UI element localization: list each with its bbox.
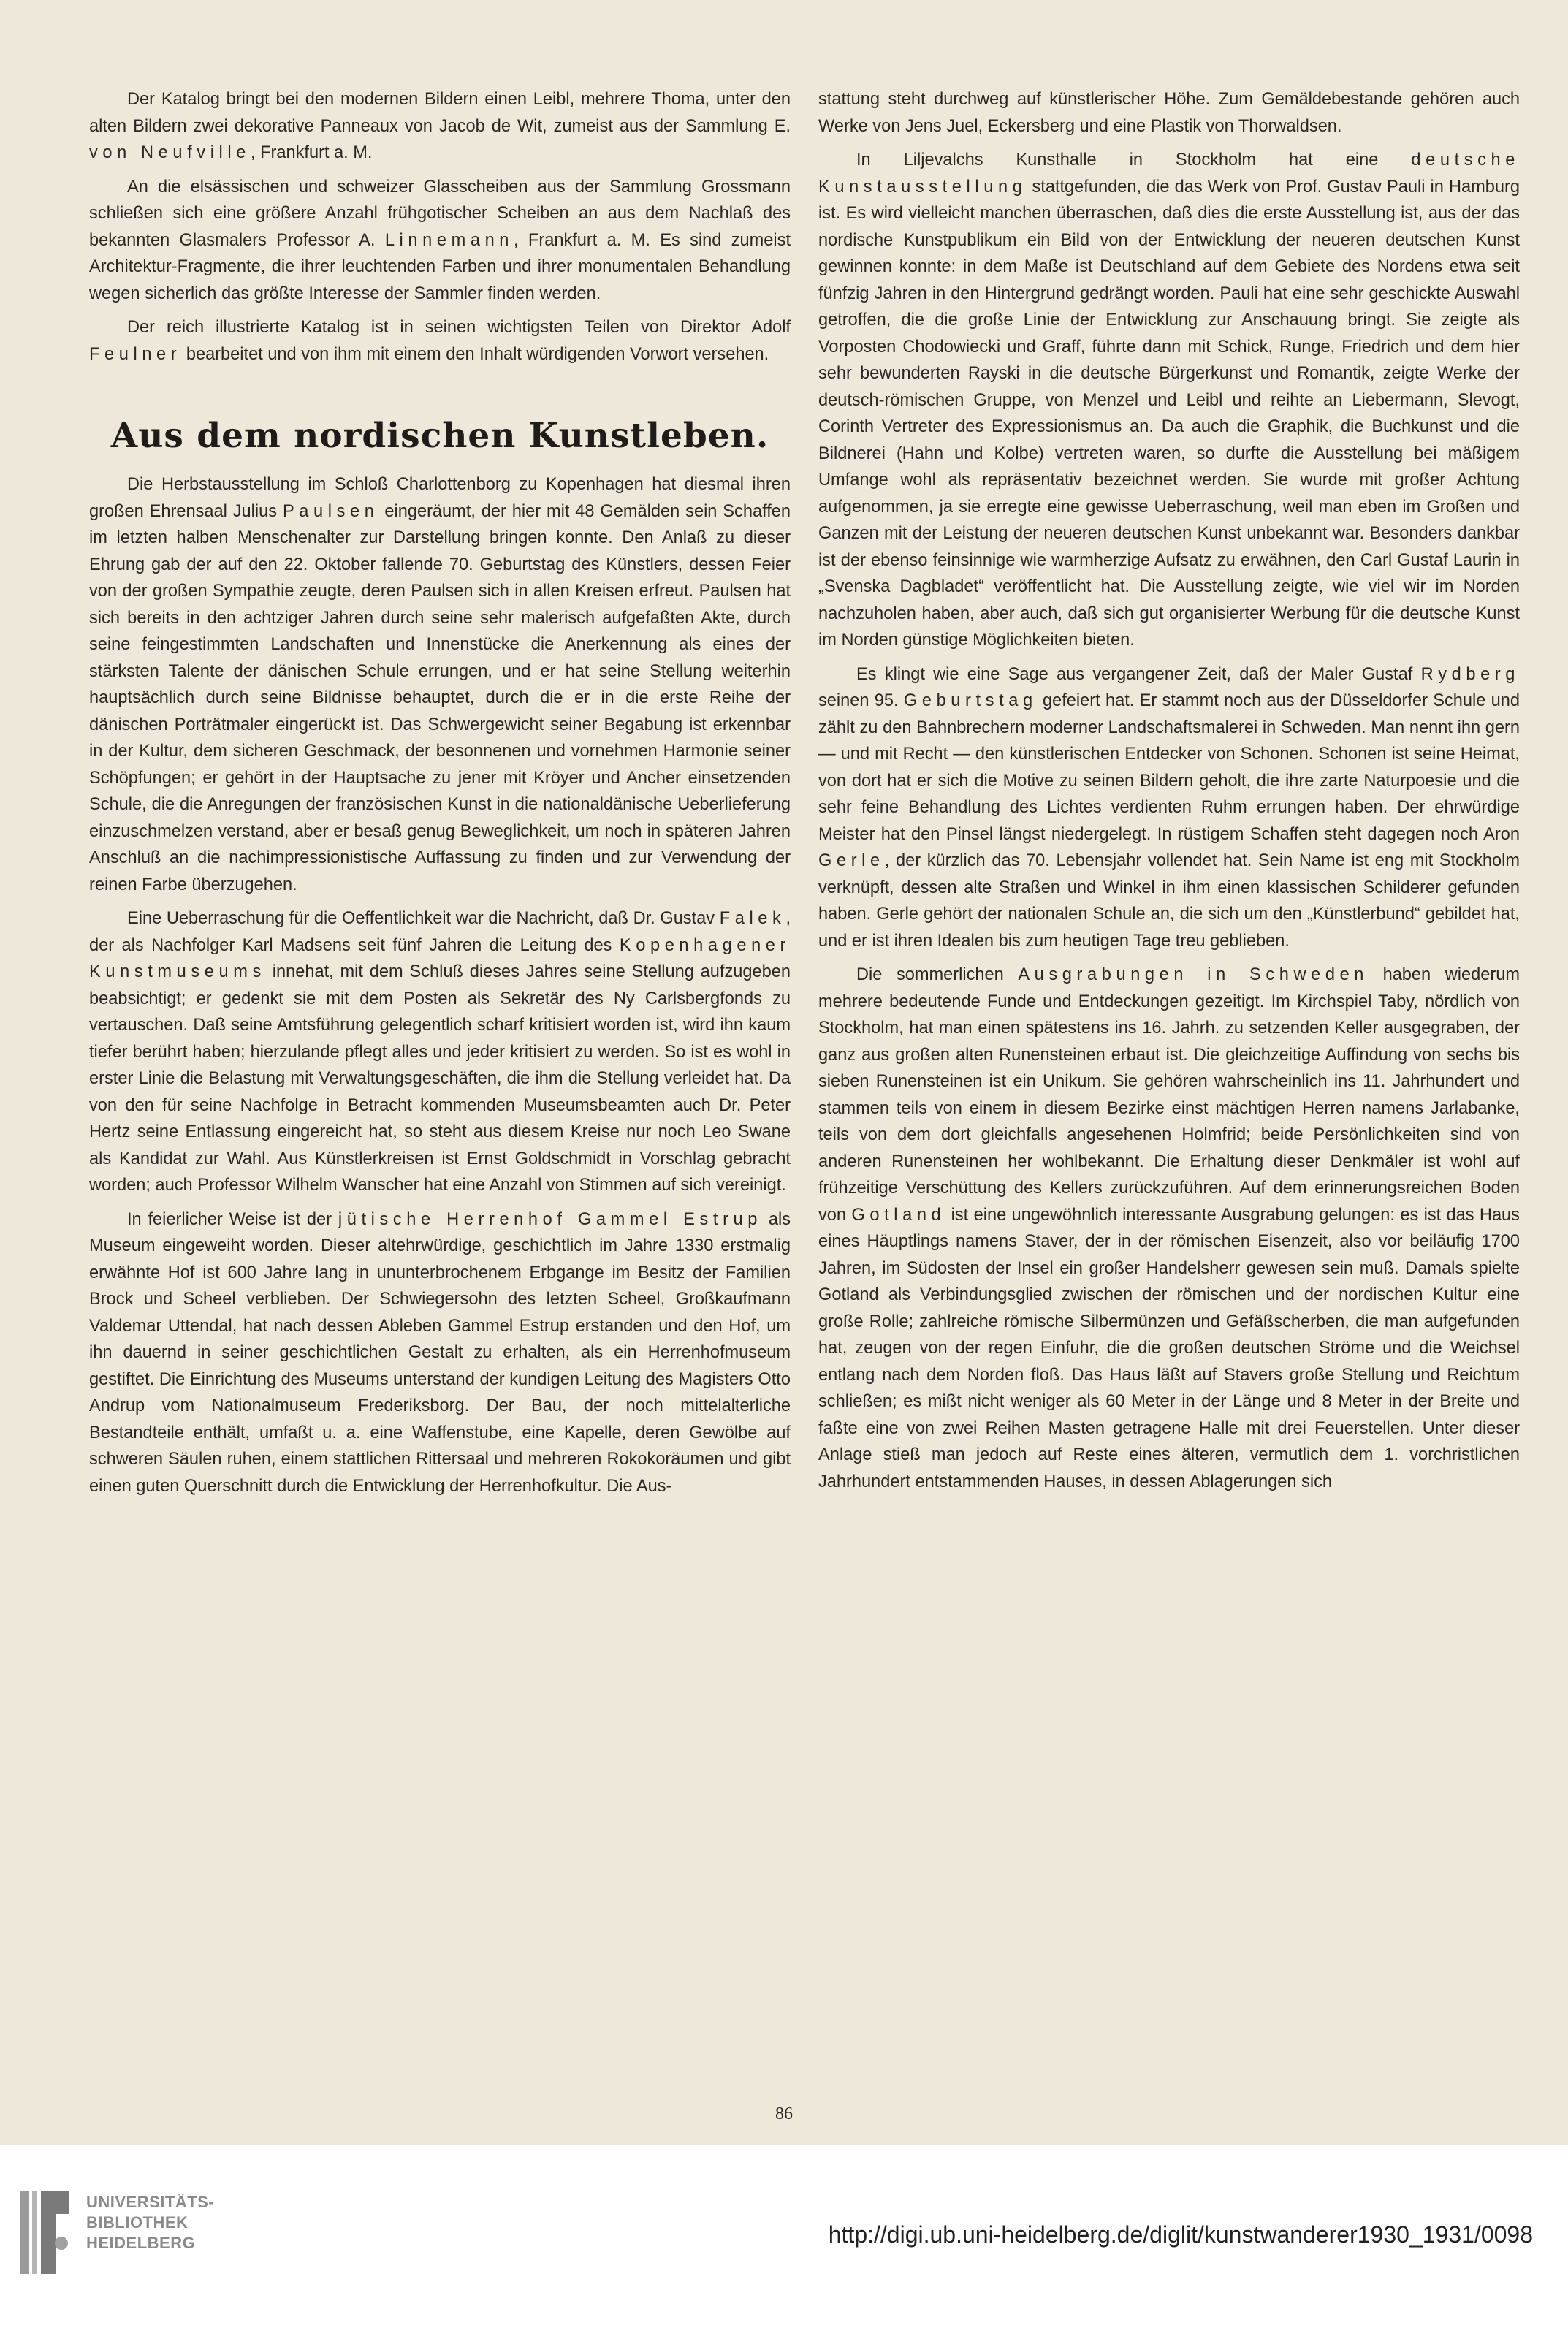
paragraph-falek: Eine Ueberraschung für die Oeffentlichkeit war die Nachricht, daß Dr. Gustav Falek, der als Nachfolger Karl Madsens seit fünf Jahren die Leitung des Kopenhagener Kunstmuseums innehat, mit dem Schluß dieses Jahres seine Stellung aufzugeben beabsichtigt; er gedenkt sie mit dem Posten als Sekretär des Ny Carlsbergfonds zu vertauschen. Daß seine Amtsführung gelegentlich scharf kritisiert worden ist, wird ihn kaum tiefer berührt haben; hierzulande pflegt alles und jeder kritisiert zu werden. So ist es wohl in erster Linie die Belastung mit Verwaltungsgeschäften, die ihm die Stellung verleidet hat. Da von den für seine Nachfolge in Betracht kommenden Museumsbeamten auch Dr. Peter Hertz seine Entlassung eingereicht hat, so steht aus diesem Kreise nur noch Leo Swane als Kandidat zur Wahl. Aus Künstlerkreisen ist Ernst Goldschmidt in Vorschlag gebracht worden; auch Professor Wilhelm Wanscher hat eine Anzahl von Stimmen auf sich vereinigt. (89, 909, 791, 1195)
section-heading: Aus dem nordischen Kunstleben. (110, 416, 769, 456)
paragraph-ausstattung: stattung steht durchweg auf künstlerischer Höhe. Zum Gemäldebestande gehören auch Werke von Jens Juel, Eckersberg und eine Plastik von Thorwaldsen. (818, 90, 1520, 136)
page-number: 86 (775, 2104, 793, 2123)
library-footer (0, 2145, 1568, 2328)
paragraph-gammel-estrup: In feierlicher Weise ist der jütische Herrenhof Gammel Estrup als Museum eingeweiht worden. Dieser altehrwürdige, geschichtlich im Jahre 1330 erstmalig erwähnte Hof ist 600 Jahre lang in ununterbrochenem Erbgange im Besitz der Familien Brock und Scheel verblieben. Der Schwiegersohn des letzten Scheel, Großkaufmann Valdemar Uttendal, hat nach dessen Ableben Gammel Estrup erstanden und den Hof, um ihn dauernd in seiner geschichtlichen Gestalt zu erhalten, als ein Herrenhofmuseum gestiftet. Die Einrichtung des Museums unterstand der kundigen Leitung des Magisters Otto Andrup vom Nationalmuseum Frederiksborg. Der Bau, der noch mittelalterliche Bestandteile enthält, umfaßt u. a. eine Waffenstube, eine Kapelle, deren Gewölbe auf schweren Säulen ruhen, einem stattlichen Rittersaal und mehreren Rokokoräumen und gibt einen guten Querschnitt durch die Entwicklung der Herrenhofkultur. Die Aus- (89, 1209, 791, 1496)
paragraph-ausgrabungen: Die sommerlichen Ausgrabungen in Schweden haben wiederum mehrere bedeutende Funde und Entdeckungen gezeitigt. Im Kirchspiel Taby, nördlich von Stockholm, hat man einen spätestens ins 16. Jahrh. zu setzenden Keller ausgegraben, der ganz aus großen alten Runensteinen erbaut ist. Die gleichzeitige Auffindung von sechs bis sieben Runensteinen ist ein Unikum. Sie gehören wahrscheinlich ins 11. Jahrhundert und stammen teils von einem in diesem Bezirke einst mächtigen Herren namens Jarlabanke, teils von dem dort gleichfalls angesehenen Holmfrid; beide Persönlichkeiten sind von anderen Runensteinen her wohlbekannt. Die Erhaltung dieser Denkmäler ist wohl auf frühzeitige Verschüttung des Kellers zurückzuführen. Auf dem erinnerungsreichen Boden von Gotland ist eine ungewöhnlich interessante Ausgrabung gelungen: es ist das Haus eines Häuptlings namens Staver, der in der römischen Eisenzeit, also vor beiläufig 1700 Jahren, im Südosten der Insel ein großer Handelsherr gewesen sein muß. Damals spielte Gotland als Verbindungsglied zwischen der römischen und der nordischen Kultur eine große Rolle; zahlreiche römische Silbermünzen und Gefäßscherben, die man aufgefunden hat, zeugen von der regen Einfuhr, die die großen deutschen Ströme und die Weichsel entlang nach dem Norden floß. Das Haus läßt auf Stavers große Stellung und Reichtum schließen; es mißt nicht weniger als 60 Meter in der Länge und 8 Meter in der Breite und faßte eine von zwei Reihen Masten getragene Halle mit drei Feuerstellen. Unter dieser Anlage stieß man jedoch auf Reste eines älteren, vermutlich dem 1. vorchristlichen Jahrhundert entstammenden Hauses, in dessen Ablagerungen sich (818, 965, 1520, 1491)
paragraph-rydberg: Es klingt wie eine Sage aus vergangener Zeit, daß der Maler Gustaf Rydberg seinen 95. Geburtstag gefeiert hat. Er stammt noch aus der Düsseldorfer Schule und zählt zu den Bahnbrechern moderner Landschaftsmalerei in Schweden. Man nennt ihn gern — und mit Recht — den künstlerischen Entdecker von Schonen. Schonen ist seine Heimat, von dort hat er sich die Motive zu seinen Bildern geholt, die ihre zarte Naturpoesie und die sehr feine Behandlung des Lichtes verdienten Ruhm errungen haben. Der ehrwürdige Meister hat den Pinsel längst niedergelegt. In rüstigem Schaffen steht dagegen noch Aron Gerle, der kürzlich das 70. Lebensjahr vollendet hat. Sein Name ist eng mit Stockholm verknüpft, dessen alte Straßen und Winkel in ihm einen klassischen Schilderer gefunden haben. Gerle gehört der nationalen Schule an, die sich um den „Künstlerbund“ gebildet hat, und er ist ihren Idealen bis zum heutigen Tage treu geblieben. (818, 664, 1521, 951)
paragraph-katalog-feulner: Der reich illustrierte Katalog ist in seinen wichtigsten Teilen von Direktor Adolf Feulner bearbeitet und von ihm mit einem den Inhalt würdigenden Vorwort versehen. (89, 318, 791, 364)
library-logo-text: UNIVERSITÄTS- BIBLIOTHEK HEIDELBERG (86, 2193, 215, 2252)
right-column (818, 86, 1520, 1502)
left-column (89, 86, 791, 1507)
paragraph-liljevalchs: In Liljevalchs Kunsthalle in Stockholm hat eine deutsche Kunstausstellung stattgefunden, die das Werk von Prof. Gustav Pauli in Hamburg ist. Es wird vielleicht manchen überraschen, daß dies die erste Ausstellung ist, aus der das nordische Kunstpublikum ein Bild von der Entwicklung der neueren deutschen Kunst gewinnen konnte: in dem Maße ist Deutschland auf dem Gebiete des Nordens etwa seit fünfzig Jahren in den Hintergrund gedrängt worden. Pauli hat eine sehr geschickte Auswahl getroffen, die die große Linie der Entwicklung zur Anschauung bringt. Sie zeigte als Vorposten Chodowiecki und Graff, führte dann mit Schick, Runge, Friedrich und dem hier sehr bewunderten Rayski in die deutsche Bürgerkunst und Romantik, zeigte Werke der deutsch-römischen Gruppe, von Menzel und Leibl und reihte an Liebermann, Slevogt, Corinth Vertreter des Expressionismus an. Da auch die Graphik, die Buchkunst und die Bildnerei (Hahn und Kolbe) vertreten waren, so durfte die Ausstellung bei mäßigem Umfange wohl als repräsentativ bezeichnet werden. Sie wurde mit großer Achtung aufgenommen, ja sie erregte eine gewisse Ueberraschung, weil man eben im Großen und Ganzen mit der Leistung der neueren deutschen Kunst unbekannt war. Besonders dankbar ist der ebenso feinsinnige wie warmherzige Aufsatz zu erwähnen, den Carl Gustaf Laurin in „Svenska Dagbladet“ veröffentlicht hat. Die Ausstellung zeigte, wie viel wir im Norden nachzuholen haben, aber auch, daß sich gut organisierter Werbung für die deutsche Kunst im Norden günstige Möglichkeiten bieten. (818, 151, 1520, 650)
paragraph-katalog-bilder: Der Katalog bringt bei den modernen Bildern einen Leibl, mehrere Thoma, unter den alten Bildern zwei dekorative Panneaux von Jacob de Wit, zumeist aus der Sammlung E. von Neufville, Frankfurt a. M. (89, 90, 791, 162)
paragraph-paulsen: Die Herbstausstellung im Schloß Charlottenborg zu Kopenhagen hat diesmal ihren großen Ehrensaal Julius Paulsen eingeräumt, der hier mit 48 Gemälden sein Schaffen im letzten halben Menschenalter zur Darstellung bringen konnte. Den Anlaß zu dieser Ehrung gab der auf den 22. Oktober fallende 70. Geburtstag des Künstlers, dessen Feier von der großen Sympathie zeugte, deren Paulsen sich in allen Kreisen erfreut. Paulsen hat sich bereits in den achtziger Jahren durch seine sehr malerisch aufgefaßten Akte, durch seine feingestimmten Landschaften und Innenstücke die Anerkennung als eines der stärksten Talente der dänischen Schule errungen, und er hat seine Stellung weiterhin hauptsächlich durch seine Bildnisse behauptet, durch die er in die erste Reihe der dänischen Porträtmaler eingerückt ist. Das Schwergewicht seiner Begabung ist erkennbar in der Kultur, dem sicheren Geschmack, der besonnenen und vornehmen Harmonie seiner Schöpfungen; er gehört in der Hauptsache zu jener mit Kröyer und Ancher einsetzenden Schule, die die Anregungen der französischen Kunst in die nationaldänische Ueberlieferung einzuschmelzen verstand, aber er besaß genug Beweglichkeit, um noch in späteren Jahren Anschluß an die nachimpressionistische Auffassung zu finden und zur Verwendung der reinen Farbe überzugehen. (89, 475, 791, 894)
source-url-link[interactable]: http://digi.ub.uni-heidelberg.de/diglit/kunstwanderer1930_1931/0098 (828, 2221, 1533, 2248)
paragraph-glasscheiben: An die elsässischen und schweizer Glasscheiben aus der Sammlung Grossmann schließen sich eine größere Anzahl frühgotischer Scheiben an aus dem Nachlaß des bekannten Glasmalers Professor A. Linnemann, Frankfurt a. M. Es sind zumeist Architektur-Fragmente, die ihrer leuchtenden Farben und ihrer monumentalen Behandlung wegen sicherlich das größte Interesse der Sammler finden werden. (89, 177, 791, 303)
university-seal-icon (16, 2185, 75, 2280)
